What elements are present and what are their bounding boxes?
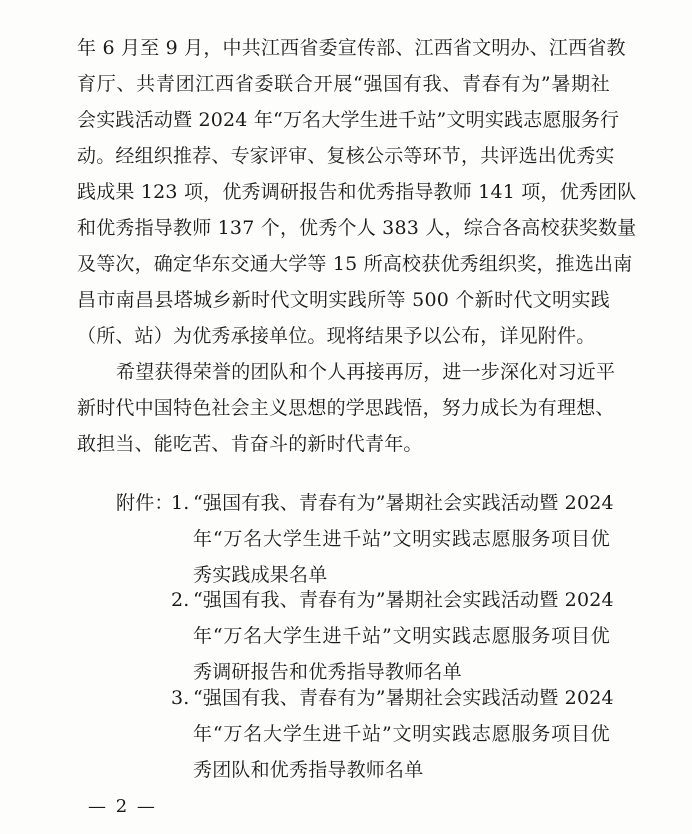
paragraph1-line: 年 6 月至 9 月，中共江西省委宣传部、江西省文明办、江西省教 [77,37,626,59]
attachments-label: 附件： [116,492,174,514]
paragraph1-line: 和优秀指导教师 137 个，优秀个人 383 人，综合各高校获奖数量 [77,217,637,239]
paragraph1-line: 及等次，确定华东交通大学等 15 所高校获优秀组织奖，推选出南 [77,253,633,275]
attachment-line: 年“万名大学生进千站”文明实践志愿服务项目优 [193,625,610,647]
attachment-number: 3. [171,687,190,709]
attachment-number: 2. [171,589,190,611]
paragraph1-line: 育厅、共青团江西省委联合开展“强国有我、青春有为”暑期社 [77,73,610,95]
paragraph1-line: （所、站）为优秀承接单位。现将结果予以公布，详见附件。 [77,325,596,347]
paragraph2-line: 希望获得荣誉的团队和个人再接再厉，进一步深化对习近平 [116,361,616,383]
attachment-line: 年“万名大学生进千站”文明实践志愿服务项目优 [193,723,610,745]
attachment-line: 秀团队和优秀指导教师名单 [193,759,424,781]
paragraph1-line: 动。经组织推荐、专家评审、复核公示等环节，共评选出优秀实 [77,145,615,167]
paragraph2-line: 敢担当、能吃苦、肯奋斗的新时代青年。 [77,433,423,455]
attachment-line: 年“万名大学生进千站”文明实践志愿服务项目优 [193,528,610,550]
paragraph1-line: 会实践活动暨 2024 年“万名大学生进千站”文明实践志愿服务行 [77,109,620,131]
attachment-line: “强国有我、青春有为”暑期社会实践活动暨 2024 [193,589,614,611]
attachment-line: 秀调研报告和优秀指导教师名单 [193,661,462,683]
paragraph2-line: 新时代中国特色社会主义思想的学思践悟，努力成长为有理想、 [77,397,615,419]
attachment-line: “强国有我、青春有为”暑期社会实践活动暨 2024 [193,492,614,514]
paragraph1-line: 践成果 123 项，优秀调研报告和优秀指导教师 141 项，优秀团队 [77,181,637,203]
page-number: — 2 — [88,796,157,817]
paragraph1-line: 昌市南昌县塔城乡新时代文明实践所等 500 个新时代文明实践 [77,289,610,311]
attachment-line: “强国有我、青春有为”暑期社会实践活动暨 2024 [193,687,614,709]
attachment-line: 秀实践成果名单 [193,564,328,586]
attachment-number: 1. [171,492,190,514]
